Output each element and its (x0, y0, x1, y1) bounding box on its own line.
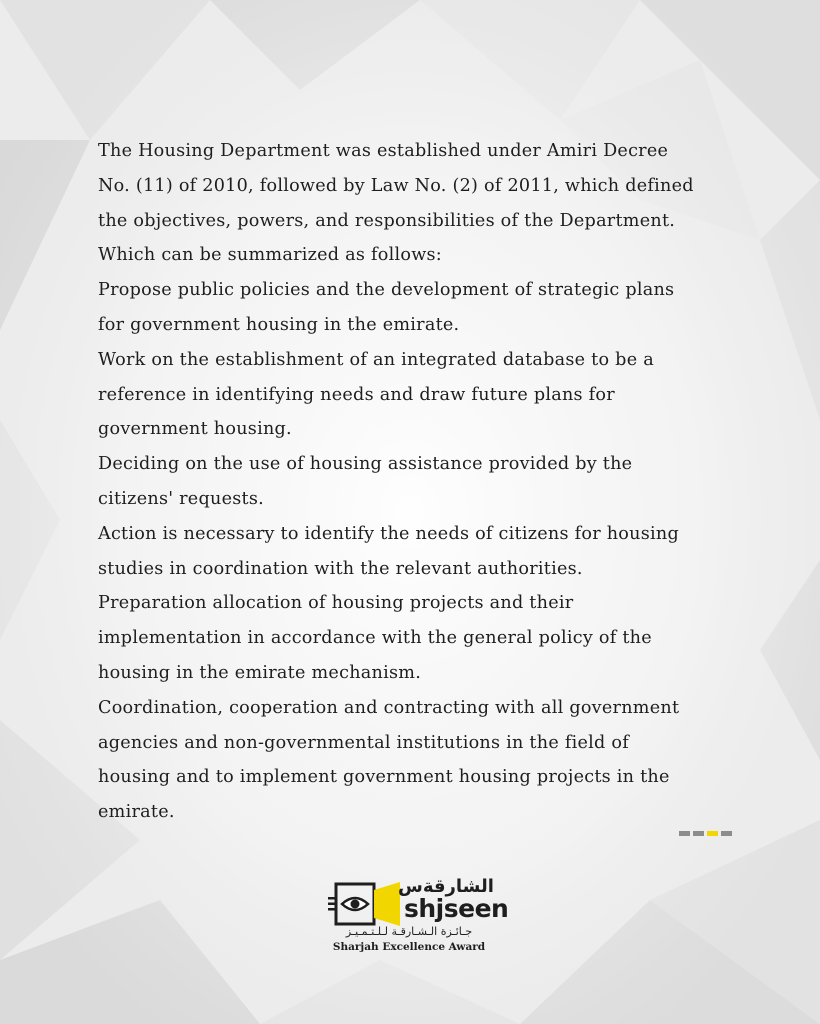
body-line: agencies and non-governmental institutions in the field of (98, 732, 629, 753)
body-line: Action is necessary to identify the needs of citizens for housing (98, 523, 679, 544)
body-line: the objectives, powers, and responsibilities of the Department. (98, 210, 676, 231)
logo-name-prefix: shj (404, 894, 444, 923)
pager-dot (693, 831, 704, 836)
body-line: implementation in accordance with the general policy of the (98, 628, 652, 649)
logo-name-english (404, 894, 508, 923)
body-line: citizens' requests. (98, 488, 264, 509)
pager-dot-active (707, 831, 718, 836)
body-line: housing and to implement government housing projects in the (98, 767, 670, 788)
body-line: Deciding on the use of housing assistance provided by the (98, 454, 633, 475)
body-line: Coordination, cooperation and contracting with all government (98, 697, 680, 718)
body-line: Propose public policies and the development of strategic plans (98, 280, 675, 301)
logo-name-suffix: seen (443, 894, 509, 923)
body-line: housing in the emirate mechanism. (98, 662, 422, 683)
body-line: Preparation allocation of housing projects and their (98, 593, 574, 614)
award-title-english: Sharjah Excellence Award (332, 941, 486, 953)
pager-dot (679, 831, 690, 836)
logo-name-arabic: الشارقةس (398, 876, 494, 897)
body-line: Work on the establishment of an integrated database to be a (98, 349, 654, 370)
pager-dot (721, 831, 732, 836)
body-line: reference in identifying needs and draw future plans for (98, 384, 615, 405)
body-line: for government housing in the emirate. (98, 314, 460, 335)
award-title-arabic: جـائـزة الـشـارقـة لـلـتـمـيـز (345, 925, 473, 938)
body-line: emirate. (98, 802, 175, 823)
slide-pager (679, 831, 732, 836)
body-line: studies in coordination with the relevant authorities. (98, 558, 583, 579)
body-line: Which can be summarized as follows: (98, 245, 442, 266)
body-line: No. (11) of 2010, followed by Law No. (2) of 2011, which defined (98, 175, 694, 196)
camera-eye-icon (328, 882, 400, 926)
body-line: government housing. (98, 419, 292, 440)
body-line: The Housing Department was established under Amiri Decree (98, 141, 669, 161)
body-text (98, 134, 738, 830)
